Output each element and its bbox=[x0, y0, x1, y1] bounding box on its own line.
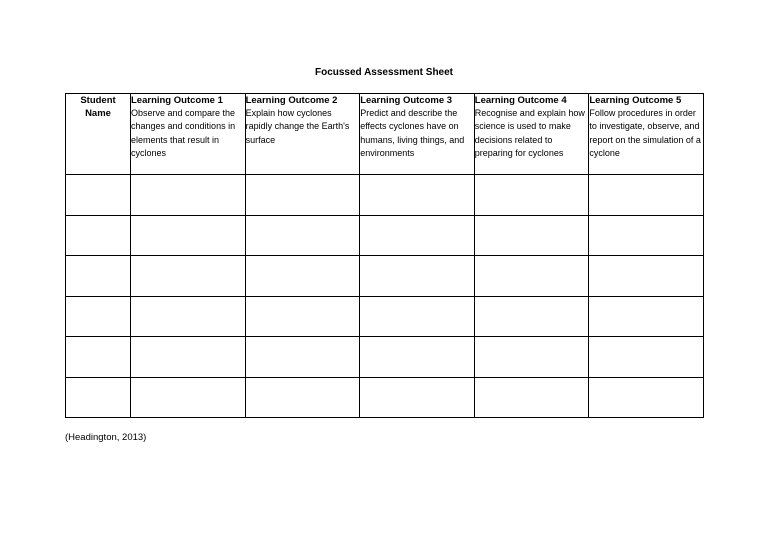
student-header-line-1: Student bbox=[80, 95, 116, 106]
outcome-cell[interactable] bbox=[589, 215, 704, 256]
outcome-cell[interactable] bbox=[131, 377, 246, 418]
outcome-4-header bbox=[474, 94, 589, 175]
outcome-cell[interactable] bbox=[245, 296, 360, 337]
outcome-cell[interactable] bbox=[245, 215, 360, 256]
outcome-description: Follow procedures in order to investigate, observe, and report on the simulation of a cyclone bbox=[589, 108, 701, 159]
outcome-cell[interactable] bbox=[360, 296, 475, 337]
outcome-description: Explain how cyclones rapidly change the Earth's surface bbox=[245, 108, 350, 145]
outcome-cell[interactable] bbox=[360, 377, 475, 418]
outcome-cell[interactable] bbox=[360, 256, 475, 297]
outcome-3-header bbox=[360, 94, 475, 175]
student-name-cell[interactable] bbox=[66, 337, 131, 378]
assessment-table bbox=[65, 93, 704, 418]
outcome-cell[interactable] bbox=[589, 296, 704, 337]
outcome-cell[interactable] bbox=[474, 377, 589, 418]
outcome-title: Learning Outcome 3 bbox=[360, 95, 453, 106]
table-row bbox=[66, 175, 704, 216]
header-row bbox=[66, 94, 704, 175]
student-name-cell[interactable] bbox=[66, 296, 131, 337]
outcome-cell[interactable] bbox=[589, 175, 704, 216]
outcome-title: Learning Outcome 4 bbox=[474, 95, 567, 106]
sheet-title: Focussed Assessment Sheet bbox=[314, 67, 454, 78]
student-name-cell[interactable] bbox=[66, 175, 131, 216]
outcome-title: Learning Outcome 1 bbox=[131, 95, 223, 106]
outcome-cell[interactable] bbox=[589, 256, 704, 297]
outcome-cell[interactable] bbox=[360, 337, 475, 378]
outcome-cell[interactable] bbox=[131, 296, 246, 337]
outcome-cell[interactable] bbox=[131, 337, 246, 378]
outcome-title: Learning Outcome 5 bbox=[589, 95, 682, 106]
outcome-cell[interactable] bbox=[589, 337, 704, 378]
outcome-cell[interactable] bbox=[474, 337, 589, 378]
table-row bbox=[66, 215, 704, 256]
student-header-line-2: Name bbox=[85, 108, 111, 119]
outcome-1-header bbox=[131, 94, 246, 175]
table-row bbox=[66, 296, 704, 337]
outcome-cell[interactable] bbox=[474, 215, 589, 256]
outcome-cell[interactable] bbox=[131, 256, 246, 297]
outcome-description: Predict and describe the effects cyclones have on humans, living things, and environments bbox=[360, 108, 465, 159]
outcome-cell[interactable] bbox=[360, 175, 475, 216]
outcome-cell[interactable] bbox=[245, 175, 360, 216]
outcome-cell[interactable] bbox=[245, 337, 360, 378]
outcome-cell[interactable] bbox=[589, 377, 704, 418]
table-row bbox=[66, 256, 704, 297]
student-name-cell[interactable] bbox=[66, 377, 131, 418]
outcome-cell[interactable] bbox=[131, 175, 246, 216]
outcome-cell[interactable] bbox=[474, 256, 589, 297]
outcome-cell[interactable] bbox=[245, 377, 360, 418]
outcome-cell[interactable] bbox=[360, 215, 475, 256]
citation: (Headington, 2013) bbox=[65, 432, 147, 443]
outcome-cell[interactable] bbox=[131, 215, 246, 256]
outcome-title: Learning Outcome 2 bbox=[245, 95, 338, 106]
outcome-5-header bbox=[589, 94, 704, 175]
table-row bbox=[66, 377, 704, 418]
student-name-header bbox=[66, 94, 131, 175]
outcome-cell[interactable] bbox=[474, 296, 589, 337]
outcome-2-header bbox=[245, 94, 360, 175]
outcome-cell[interactable] bbox=[245, 256, 360, 297]
student-name-cell[interactable] bbox=[66, 215, 131, 256]
student-name-cell[interactable] bbox=[66, 256, 131, 297]
table-row bbox=[66, 337, 704, 378]
outcome-description: Recognise and explain how science is used to make decisions related to preparing for cyclones bbox=[474, 108, 585, 159]
outcome-cell[interactable] bbox=[474, 175, 589, 216]
outcome-description: Observe and compare the changes and conditions in elements that result in cyclones bbox=[131, 108, 236, 159]
